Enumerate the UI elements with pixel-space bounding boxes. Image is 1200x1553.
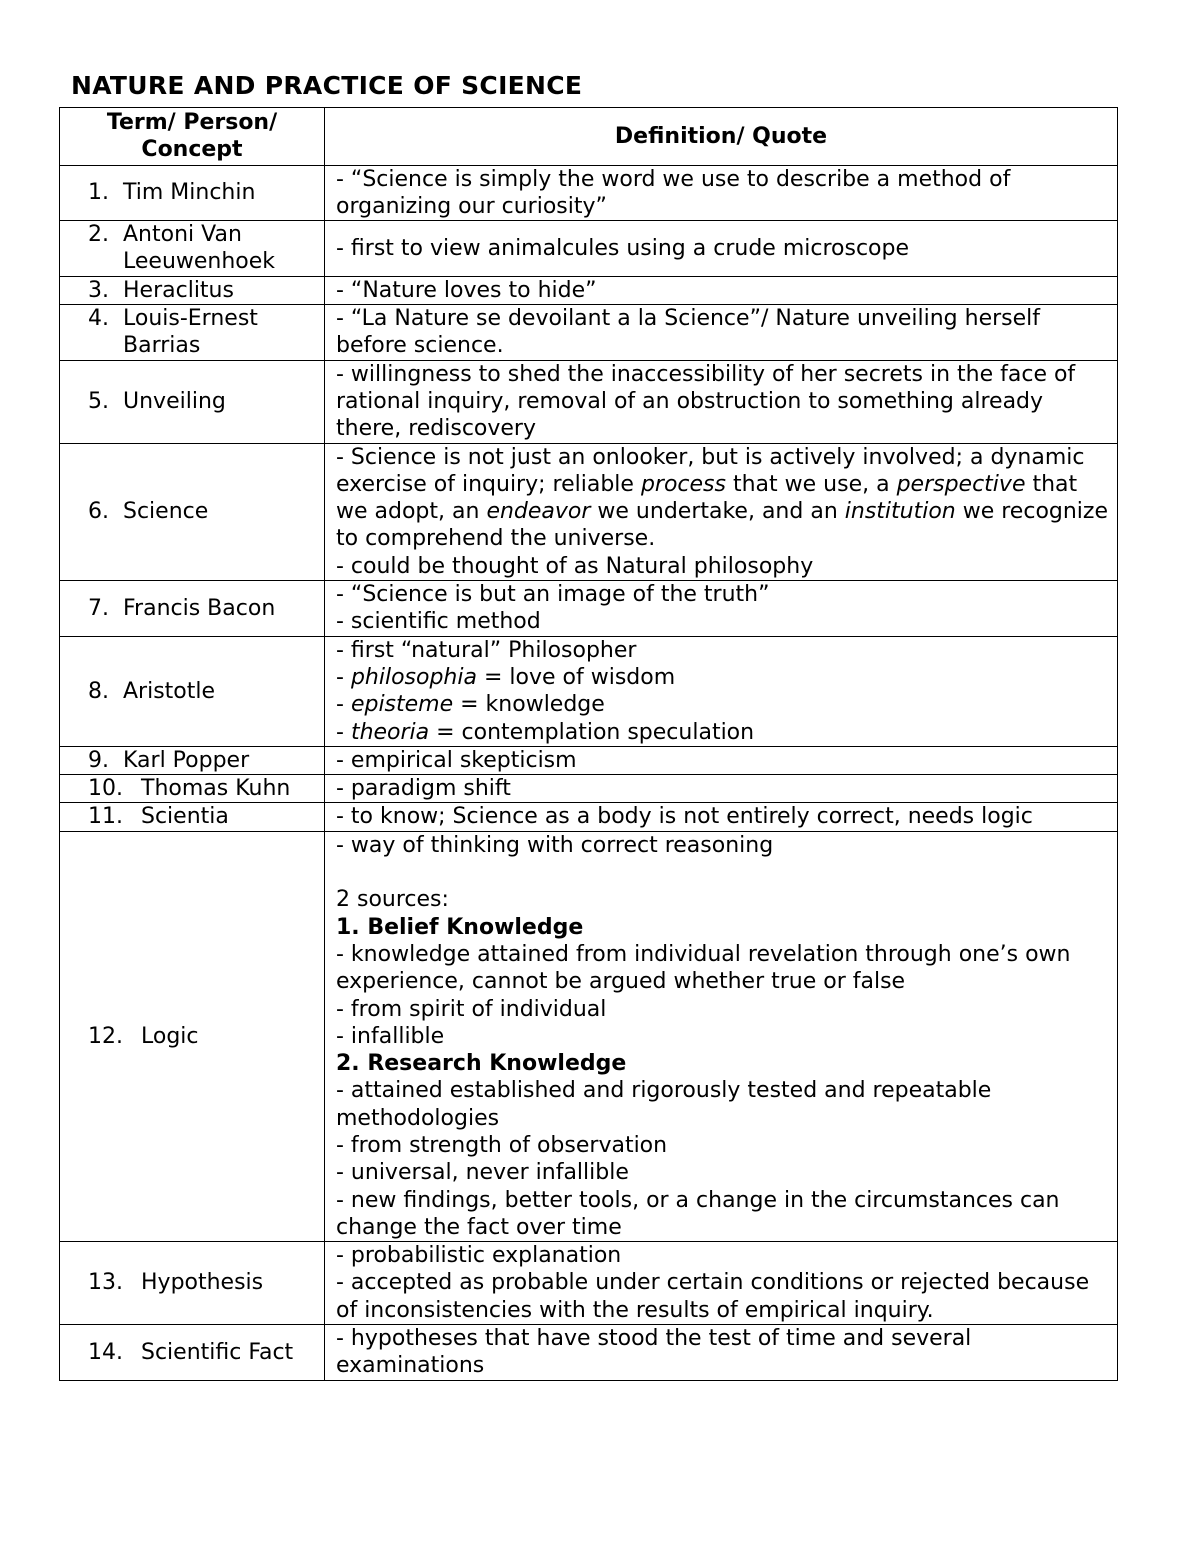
definition-line bbox=[336, 914, 1111, 941]
definition-cell bbox=[325, 1325, 1118, 1381]
term-entry bbox=[88, 775, 314, 802]
term-number: 2. bbox=[88, 222, 109, 248]
term-number: 1. bbox=[88, 180, 109, 206]
term-label: Francis Bacon bbox=[123, 595, 276, 621]
definition-line bbox=[336, 637, 1111, 664]
term-cell bbox=[60, 803, 325, 831]
definition-cell bbox=[325, 276, 1118, 304]
table-row bbox=[60, 1242, 1118, 1325]
term-label: Science bbox=[123, 499, 209, 525]
definition-text: - “Science is simply the word we use to describe a method of organizing our curiosity” bbox=[336, 166, 1011, 219]
definition-text: - way of thinking with correct reasoning bbox=[336, 832, 774, 858]
definition-line bbox=[336, 305, 1111, 360]
term-label: Logic bbox=[141, 1023, 199, 1049]
table-row bbox=[60, 1325, 1118, 1381]
definition-text: - hypotheses that have stood the test of time and several examinations bbox=[336, 1326, 972, 1379]
table-row bbox=[60, 775, 1118, 803]
definition-line bbox=[336, 859, 1111, 886]
header-definition: Definition/ Quote bbox=[325, 108, 1118, 166]
term-cell bbox=[60, 443, 325, 580]
term-cell bbox=[60, 746, 325, 774]
term-label: Heraclitus bbox=[123, 277, 234, 303]
term-label: Thomas Kuhn bbox=[141, 776, 291, 802]
term-entry bbox=[88, 498, 314, 525]
definition-text: - accepted as probable under certain conditions or rejected because of inconsistencies with the results of empirical inquiry. bbox=[336, 1270, 1090, 1323]
term-cell bbox=[60, 636, 325, 746]
term-entry bbox=[88, 595, 314, 622]
definition-line bbox=[336, 1159, 1111, 1186]
definition-text: - “Nature loves to hide” bbox=[336, 277, 597, 303]
term-number: 3. bbox=[88, 277, 109, 303]
definition-emphasis: theoria bbox=[350, 719, 430, 745]
definition-line bbox=[336, 941, 1111, 996]
table-row bbox=[60, 221, 1118, 277]
term-number: 5. bbox=[88, 388, 109, 414]
definition-line bbox=[336, 235, 1111, 262]
term-entry bbox=[88, 678, 314, 705]
definition-text: - from spirit of individual bbox=[336, 996, 607, 1022]
definition-line bbox=[336, 1242, 1111, 1269]
term-number: 7. bbox=[88, 595, 109, 621]
term-label: Scientia bbox=[141, 804, 229, 830]
definition-text: - paradigm shift bbox=[336, 776, 511, 802]
definition-text: we undertake, and an bbox=[590, 499, 845, 525]
table-row bbox=[60, 803, 1118, 831]
definition-cell bbox=[325, 305, 1118, 361]
definition-text: = contemplation speculation bbox=[429, 719, 755, 745]
term-cell bbox=[60, 165, 325, 221]
definition-cell bbox=[325, 775, 1118, 803]
definition-text: that we use, a bbox=[725, 471, 897, 497]
definition-emphasis: perspective bbox=[896, 471, 1026, 497]
definition-emphasis: process bbox=[640, 471, 726, 497]
term-cell bbox=[60, 221, 325, 277]
table-row bbox=[60, 443, 1118, 580]
definition-line bbox=[336, 719, 1111, 746]
definition-line bbox=[336, 664, 1111, 691]
definition-cell bbox=[325, 221, 1118, 277]
table-header-row bbox=[60, 108, 1118, 166]
definition-text: - bbox=[336, 692, 351, 718]
definition-line bbox=[336, 608, 1111, 635]
definition-line bbox=[336, 886, 1111, 913]
definition-text: - could be thought of as Natural philosophy bbox=[336, 553, 814, 579]
term-label: Antoni Van Leeuwenhoek bbox=[123, 222, 276, 275]
definition-text: 2 sources: bbox=[336, 887, 449, 913]
term-number: 9. bbox=[88, 747, 109, 773]
term-entry bbox=[88, 305, 314, 360]
term-entry bbox=[88, 388, 314, 415]
term-label: Louis-Ernest Barrias bbox=[123, 306, 258, 359]
term-label: Scientific Fact bbox=[141, 1339, 294, 1365]
table-row bbox=[60, 831, 1118, 1241]
definition-emphasis: episteme bbox=[350, 692, 454, 718]
table-row bbox=[60, 746, 1118, 774]
definition-line bbox=[336, 1187, 1111, 1242]
term-number: 10. bbox=[88, 776, 123, 802]
term-cell bbox=[60, 360, 325, 443]
definition-cell bbox=[325, 803, 1118, 831]
definition-emphasis: endeavor bbox=[486, 499, 591, 525]
definition-line bbox=[336, 553, 1111, 580]
table-row bbox=[60, 636, 1118, 746]
definition-text: - scientific method bbox=[336, 609, 541, 635]
table-row bbox=[60, 360, 1118, 443]
definition-line bbox=[336, 277, 1111, 304]
term-entry bbox=[88, 1269, 314, 1296]
definition-text: - universal, never infallible bbox=[336, 1160, 629, 1186]
definition-cell bbox=[325, 360, 1118, 443]
table-row bbox=[60, 305, 1118, 361]
definition-line bbox=[336, 747, 1111, 774]
definition-line bbox=[336, 1023, 1111, 1050]
term-label: Karl Popper bbox=[123, 747, 250, 773]
definition-emphasis: philosophia bbox=[350, 664, 477, 690]
definition-text: - attained established and rigorously tested and repeatable methodologies bbox=[336, 1078, 992, 1131]
term-entry bbox=[88, 179, 314, 206]
term-number: 11. bbox=[88, 804, 123, 830]
header-term: Term/ Person/ Concept bbox=[60, 108, 325, 166]
definition-line bbox=[336, 691, 1111, 718]
definition-text: - infallible bbox=[336, 1023, 445, 1049]
definition-line bbox=[336, 166, 1111, 221]
table-row bbox=[60, 276, 1118, 304]
definition-cell bbox=[325, 831, 1118, 1241]
definition-text: - empirical skepticism bbox=[336, 747, 577, 773]
definition-line bbox=[336, 581, 1111, 608]
definition-text: - bbox=[336, 664, 351, 690]
definition-line bbox=[336, 775, 1111, 802]
definition-text: - new findings, better tools, or a change in the circumstances can change the fact over time bbox=[336, 1187, 1060, 1240]
definition-text: - first “natural” Philosopher bbox=[336, 637, 637, 663]
table-body bbox=[60, 165, 1118, 1380]
definition-line bbox=[336, 1269, 1111, 1324]
terms-table bbox=[59, 107, 1118, 1381]
definition-line bbox=[336, 1325, 1111, 1380]
table-row bbox=[60, 581, 1118, 637]
definition-subheading: 1. Belief Knowledge bbox=[336, 914, 584, 940]
definition-line bbox=[336, 1132, 1111, 1159]
term-cell bbox=[60, 1325, 325, 1381]
definition-subheading: 2. Research Knowledge bbox=[336, 1051, 627, 1077]
term-label: Unveiling bbox=[123, 388, 226, 414]
definition-cell bbox=[325, 1242, 1118, 1325]
term-label: Tim Minchin bbox=[123, 180, 256, 206]
term-entry bbox=[88, 747, 314, 774]
definition-text: = love of wisdom bbox=[476, 664, 676, 690]
term-number: 14. bbox=[88, 1339, 123, 1365]
term-number: 12. bbox=[88, 1023, 123, 1049]
definition-line bbox=[336, 803, 1111, 830]
definition-text: = knowledge bbox=[453, 692, 605, 718]
definition-line bbox=[336, 361, 1111, 443]
definition-line bbox=[336, 832, 1111, 859]
definition-text: - “Science is but an image of the truth” bbox=[336, 582, 770, 608]
term-cell bbox=[60, 831, 325, 1241]
term-entry bbox=[88, 1023, 314, 1050]
definition-text: - knowledge attained from individual revelation through one’s own experience, cannot be argued whether true or false bbox=[336, 941, 1071, 995]
definition-text: that we adopt, an bbox=[336, 471, 1078, 525]
term-entry bbox=[88, 221, 314, 276]
term-number: 8. bbox=[88, 678, 109, 704]
term-label: Aristotle bbox=[123, 678, 216, 704]
document-title: NATURE AND PRACTICE OF SCIENCE bbox=[71, 71, 583, 100]
definition-cell bbox=[325, 165, 1118, 221]
term-cell bbox=[60, 581, 325, 637]
definition-line bbox=[336, 1050, 1111, 1077]
definition-text: - first to view animalcules using a crude microscope bbox=[336, 235, 909, 261]
term-number: 13. bbox=[88, 1270, 123, 1296]
definition-line bbox=[336, 996, 1111, 1023]
definition-text: - probabilistic explanation bbox=[336, 1243, 622, 1269]
definition-cell bbox=[325, 581, 1118, 637]
definition-cell bbox=[325, 746, 1118, 774]
term-cell bbox=[60, 305, 325, 361]
term-entry bbox=[88, 1339, 314, 1366]
term-label: Hypothesis bbox=[141, 1270, 264, 1296]
term-cell bbox=[60, 276, 325, 304]
definition-emphasis: institution bbox=[844, 499, 956, 525]
term-entry bbox=[88, 277, 314, 304]
definition-text: - “La Nature se devoilant a la Science”/ Nature unveiling herself before science. bbox=[336, 306, 1041, 359]
table-row bbox=[60, 165, 1118, 221]
definition-text: - bbox=[336, 719, 351, 745]
term-cell bbox=[60, 1242, 325, 1325]
definition-cell bbox=[325, 443, 1118, 580]
definition-text: - willingness to shed the inaccessibility of her secrets in the face of rational inquiry, removal of an obstruction to something already there, rediscovery bbox=[336, 361, 1076, 442]
definition-text: - Science is not just an onlooker, but is actively involved; a dynamic exercise of inquiry; reliable bbox=[336, 444, 1085, 497]
definition-text: we recognize to comprehend the universe. bbox=[336, 499, 1109, 552]
definition-text: - to know; Science as a body is not entirely correct, needs logic bbox=[336, 804, 1033, 830]
definition-line bbox=[336, 444, 1111, 553]
term-number: 6. bbox=[88, 499, 109, 525]
definition-text: - from strength of observation bbox=[336, 1132, 668, 1158]
definition-line bbox=[336, 1077, 1111, 1132]
term-entry bbox=[88, 803, 314, 830]
term-number: 4. bbox=[88, 306, 109, 332]
term-cell bbox=[60, 775, 325, 803]
definition-cell bbox=[325, 636, 1118, 746]
